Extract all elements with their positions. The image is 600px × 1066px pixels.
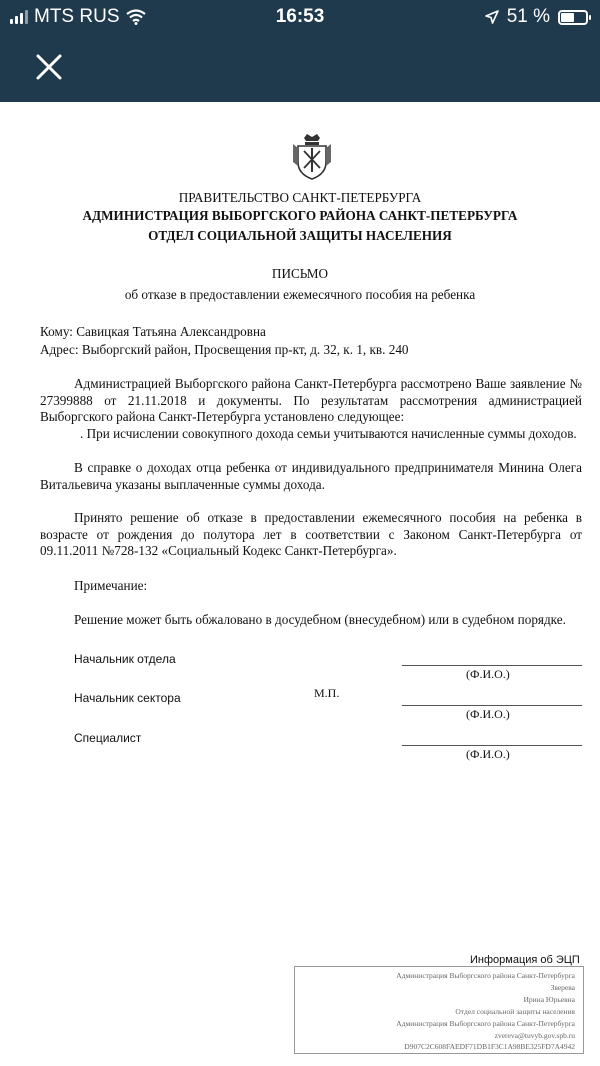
- signature-line: [402, 665, 582, 666]
- carrier-label: MTS RUS: [34, 6, 120, 27]
- ecp-signature-box: [294, 966, 584, 1054]
- ecp-title: Информация об ЭЦП: [470, 954, 580, 966]
- battery-icon: [558, 10, 588, 25]
- paragraph-review: Администрацией Выборгского района Санкт-Петербурга рассмотрено Ваше заявление № 27399888 от 21.11.2018 и документы. По результатам рассмотрения администрацией Выборгского района Санкт-Петербурга установлено следующее:: [40, 376, 582, 424]
- document-page: [0, 102, 600, 1066]
- ecp-line: Администрация Выборгского района Санкт-Петербурга: [396, 971, 575, 980]
- paragraph-certificate: В справке о доходах отца ребенка от индивидуального предпринимателя Минина Олега Витальевича указаны выплаченные суммы дохода.: [40, 460, 582, 492]
- note-text: Решение может быть обжаловано в досудебном (внесудебном) или в судебном порядке.: [74, 612, 566, 627]
- top-bar: [0, 0, 600, 102]
- signature-line: [402, 705, 582, 706]
- coat-of-arms-icon: [290, 132, 334, 182]
- ecp-line: Ирина Юрьевна: [523, 995, 575, 1004]
- location-arrow-icon: [485, 10, 499, 24]
- paragraph-income-rule: . При исчислении совокупного дохода семьи учитываются начисленные суммы доходов.: [80, 426, 577, 441]
- document-title: ПИСЬМО: [271, 266, 329, 281]
- note-label: Примечание:: [74, 578, 148, 593]
- signature-head-of-department: Начальник отдела: [74, 652, 176, 666]
- ecp-line: D907C2C608FAEDF71DB1F3C1A98BE325FD7A4942: [404, 1042, 575, 1051]
- recipient-address: Адрес: Выборгский район, Просвещения пр-кт, д. 32, к. 1, кв. 240: [40, 342, 409, 357]
- fio-label: (Ф.И.О.): [466, 747, 510, 761]
- ecp-line: zvereva@tuvyb.gov.spb.ru: [494, 1031, 575, 1040]
- signature-specialist: Специалист: [74, 731, 142, 745]
- header-government: ПРАВИТЕЛЬСТВО САНКТ-ПЕТЕРБУРГА: [178, 190, 422, 205]
- close-icon: [34, 52, 64, 82]
- signature-line: [402, 745, 582, 746]
- ecp-line: Зверева: [550, 983, 575, 992]
- status-bar: [0, 0, 600, 34]
- close-button[interactable]: [34, 52, 64, 82]
- header-administration: АДМИНИСТРАЦИЯ ВЫБОРГСКОГО РАЙОНА САНКТ-ПЕТЕРБУРГА: [82, 208, 518, 223]
- paragraph-decision: Принято решение об отказе в предоставлении ежемесячного пособия на ребенка в возрасте от рождения до полутора лет в соответствии с Законом Санкт-Петербурга от 09.11.2011 №728-132 «Социальный Кодекс Санкт-Петербурга».: [40, 510, 582, 558]
- fio-label: (Ф.И.О.): [466, 707, 510, 721]
- document-subtitle: об отказе в предоставлении ежемесячного пособия на ребенка: [124, 287, 476, 302]
- fio-label: (Ф.И.О.): [466, 667, 510, 681]
- recipient: Кому: Савицкая Татьяна Александровна: [40, 324, 266, 339]
- ecp-line: Администрация Выборгского района Санкт-Петербурга: [396, 1019, 575, 1028]
- battery-percent: 51 %: [506, 6, 550, 27]
- ecp-line: Отдел социальной защиты населения: [455, 1007, 575, 1016]
- clock: 16:53: [275, 6, 325, 27]
- header-department: ОТДЕЛ СОЦИАЛЬНОЙ ЗАЩИТЫ НАСЕЛЕНИЯ: [148, 228, 452, 243]
- stamp-label: М.П.: [314, 686, 340, 700]
- signature-head-of-sector: Начальник сектора: [74, 691, 181, 705]
